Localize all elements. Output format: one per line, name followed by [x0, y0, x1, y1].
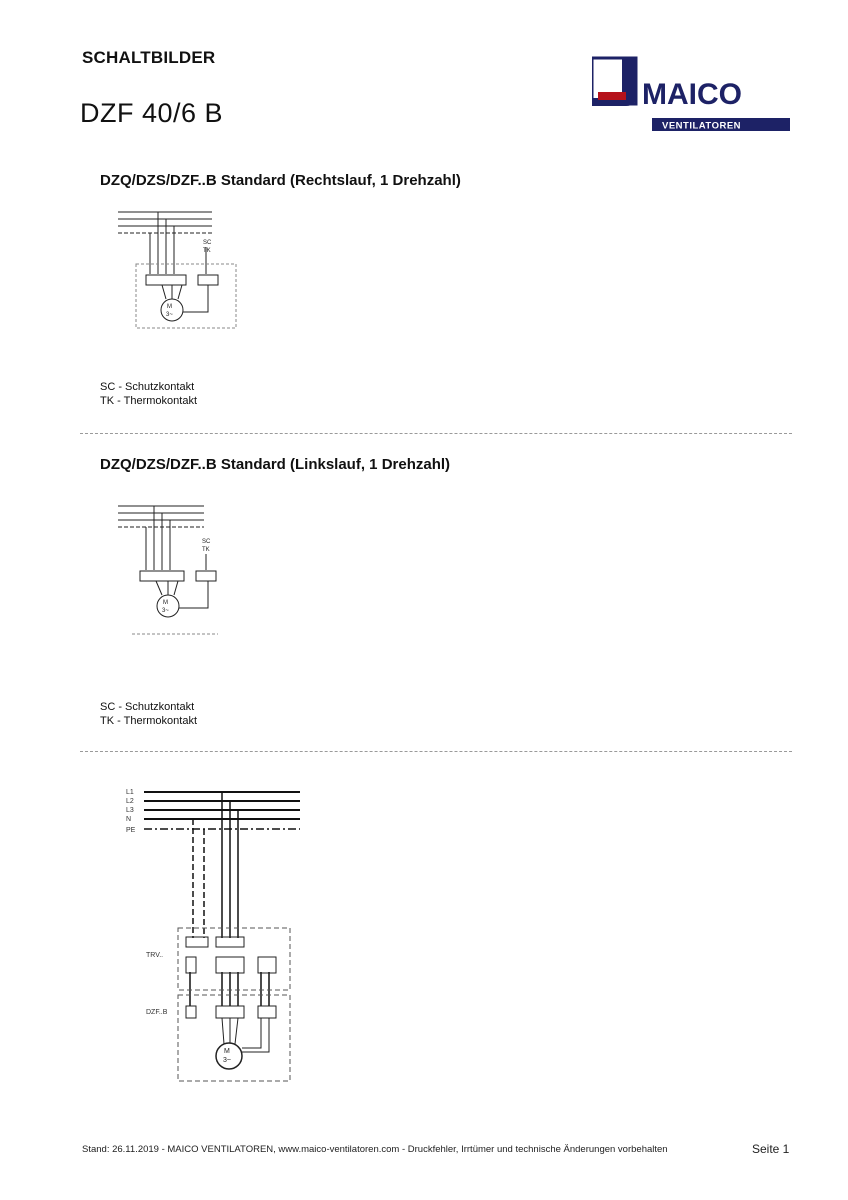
section-label: SCHALTBILDER — [82, 48, 216, 67]
svg-text:3~: 3~ — [166, 312, 173, 318]
maico-logo-mark — [592, 56, 792, 136]
wiring-diagram-3 — [118, 780, 318, 1090]
line-label-pe: PE — [126, 827, 136, 834]
section-divider — [80, 751, 792, 752]
section-2-legend — [100, 700, 197, 728]
svg-text:3~: 3~ — [223, 1057, 231, 1064]
label-dzf: DZF..B — [146, 1009, 168, 1016]
svg-text:M: M — [167, 304, 172, 310]
section-divider — [80, 433, 792, 434]
line-label-l2: L2 — [126, 798, 134, 805]
svg-text:3~: 3~ — [162, 608, 169, 614]
label-trv: TRV.. — [146, 952, 164, 959]
legend-item-sc: SC - Schutzkontakt — [100, 381, 195, 393]
legend-item-sc: SC - Schutzkontakt — [100, 701, 195, 713]
line-label-n: N — [126, 816, 132, 823]
svg-text:M: M — [163, 600, 168, 606]
section-2-title: DZQ/DZS/DZF..B Standard (Linkslauf, 1 Drehzahl) — [100, 456, 451, 473]
svg-text:M: M — [224, 1048, 230, 1055]
svg-text:SC: SC — [202, 539, 211, 545]
svg-text:TK: TK — [202, 547, 210, 553]
svg-text:SC: SC — [203, 240, 212, 246]
logo-subline-text: VENTILATOREN — [662, 120, 742, 132]
page-number: Seite 1 — [752, 1142, 790, 1156]
legend-item-tk: TK - Thermokontakt — [100, 715, 197, 727]
line-label-l1: L1 — [126, 789, 134, 796]
footer-text: Stand: 26.11.2019 - MAICO VENTILATOREN, www.maico-ventilatoren.com - Druckfehler, Irrtümer und technische Änderungen vorbehalten — [82, 1144, 668, 1155]
logo-brand-text: MAICO — [642, 78, 742, 111]
section-1-title: DZQ/DZS/DZF..B Standard (Rechtslauf, 1 Drehzahl) — [100, 172, 461, 189]
wiring-diagram-2 — [112, 496, 232, 640]
wiring-diagram-1 — [112, 202, 242, 332]
line-label-l3: L3 — [126, 807, 134, 814]
legend-item-tk: TK - Thermokontakt — [100, 395, 197, 407]
section-1-legend — [100, 380, 197, 408]
product-title: DZF 40/6 B — [80, 98, 224, 128]
svg-text:TK: TK — [203, 248, 211, 254]
maico-logo — [592, 56, 792, 136]
